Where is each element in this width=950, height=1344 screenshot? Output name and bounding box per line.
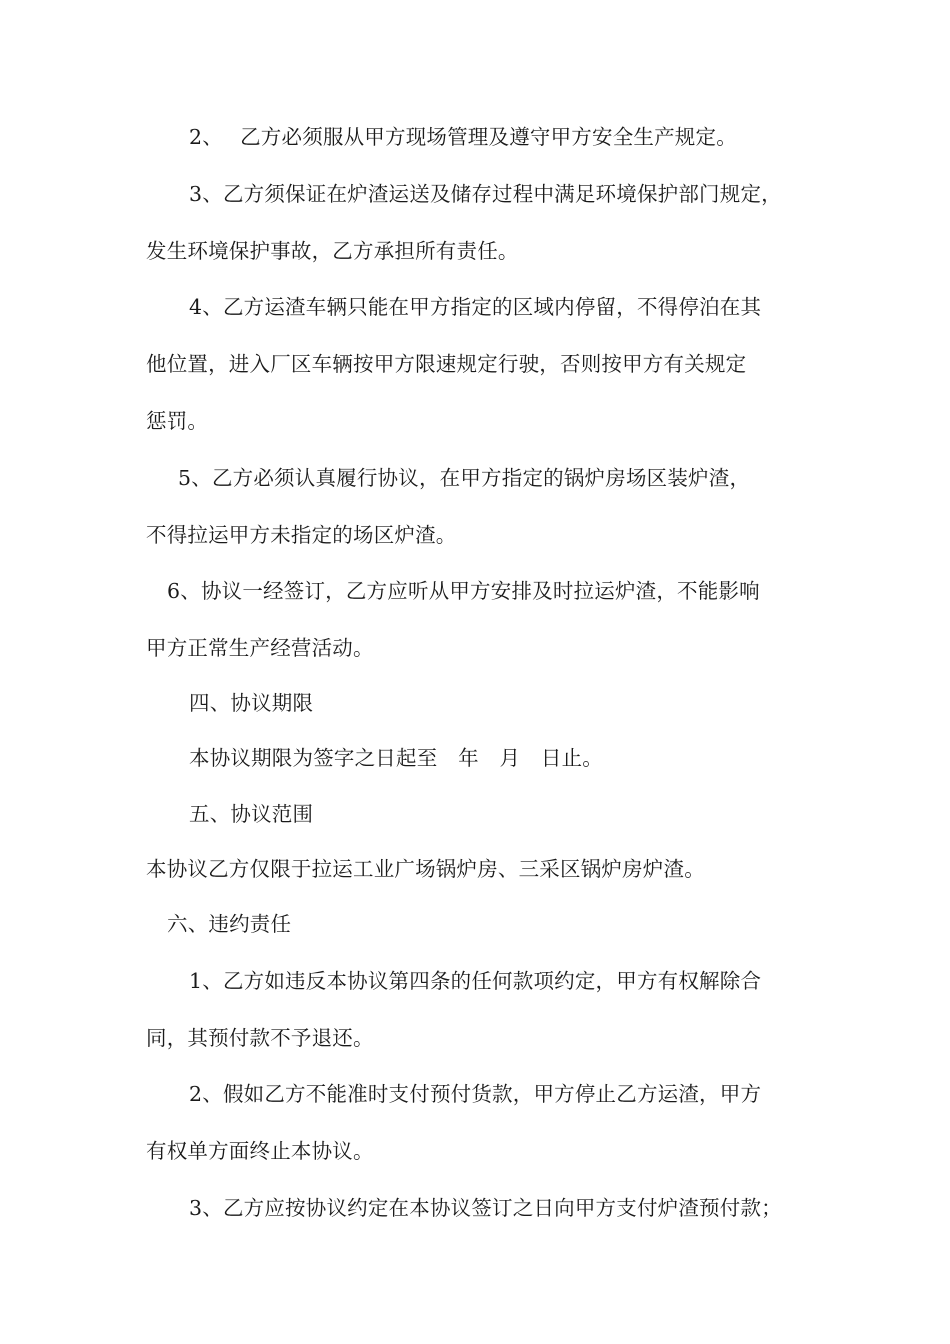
paragraph-line: 本协议乙方仅限于拉运工业广场锅炉房、三采区锅炉房炉渣。 bbox=[146, 857, 705, 881]
paragraph-line: 5、乙方必须认真履行协议，在甲方指定的锅炉房场区装炉渣， bbox=[178, 466, 751, 490]
paragraph-line: 他位置，进入厂区车辆按甲方限速规定行驶，否则按甲方有关规定 bbox=[146, 352, 747, 376]
section-heading: 四、协议期限 bbox=[189, 691, 314, 715]
paragraph-line: 3、乙方须保证在炉渣运送及储存过程中满足环境保护部门规定， bbox=[189, 182, 782, 206]
paragraph-line: 有权单方面终止本协议。 bbox=[146, 1139, 374, 1163]
paragraph-line: 2、假如乙方不能准时支付预付货款，甲方停止乙方运渣，甲方 bbox=[189, 1082, 762, 1106]
section-heading: 六、违约责任 bbox=[167, 912, 292, 936]
paragraph-line: 甲方正常生产经营活动。 bbox=[146, 636, 374, 660]
paragraph-line: 3、乙方应按协议约定在本协议签订之日向甲方支付炉渣预付款； bbox=[189, 1196, 782, 1220]
paragraph-line: 惩罚。 bbox=[146, 409, 209, 433]
paragraph-line: 4、乙方运渣车辆只能在甲方指定的区域内停留，不得停泊在其 bbox=[189, 295, 762, 319]
paragraph-line: 同，其预付款不予退还。 bbox=[146, 1026, 374, 1050]
paragraph-line: 本协议期限为签字之日起至 年 月 日止。 bbox=[189, 746, 603, 770]
paragraph-line: 2、 乙方必须服从甲方现场管理及遵守甲方安全生产规定。 bbox=[189, 125, 737, 149]
section-heading: 五、协议范围 bbox=[189, 802, 314, 826]
paragraph-line: 发生环境保护事故，乙方承担所有责任。 bbox=[146, 239, 519, 263]
paragraph-line: 6、协议一经签订，乙方应听从甲方安排及时拉运炉渣，不能影响 bbox=[167, 579, 760, 603]
paragraph-line: 不得拉运甲方未指定的场区炉渣。 bbox=[146, 523, 457, 547]
paragraph-line: 1、乙方如违反本协议第四条的任何款项约定，甲方有权解除合 bbox=[189, 969, 762, 993]
